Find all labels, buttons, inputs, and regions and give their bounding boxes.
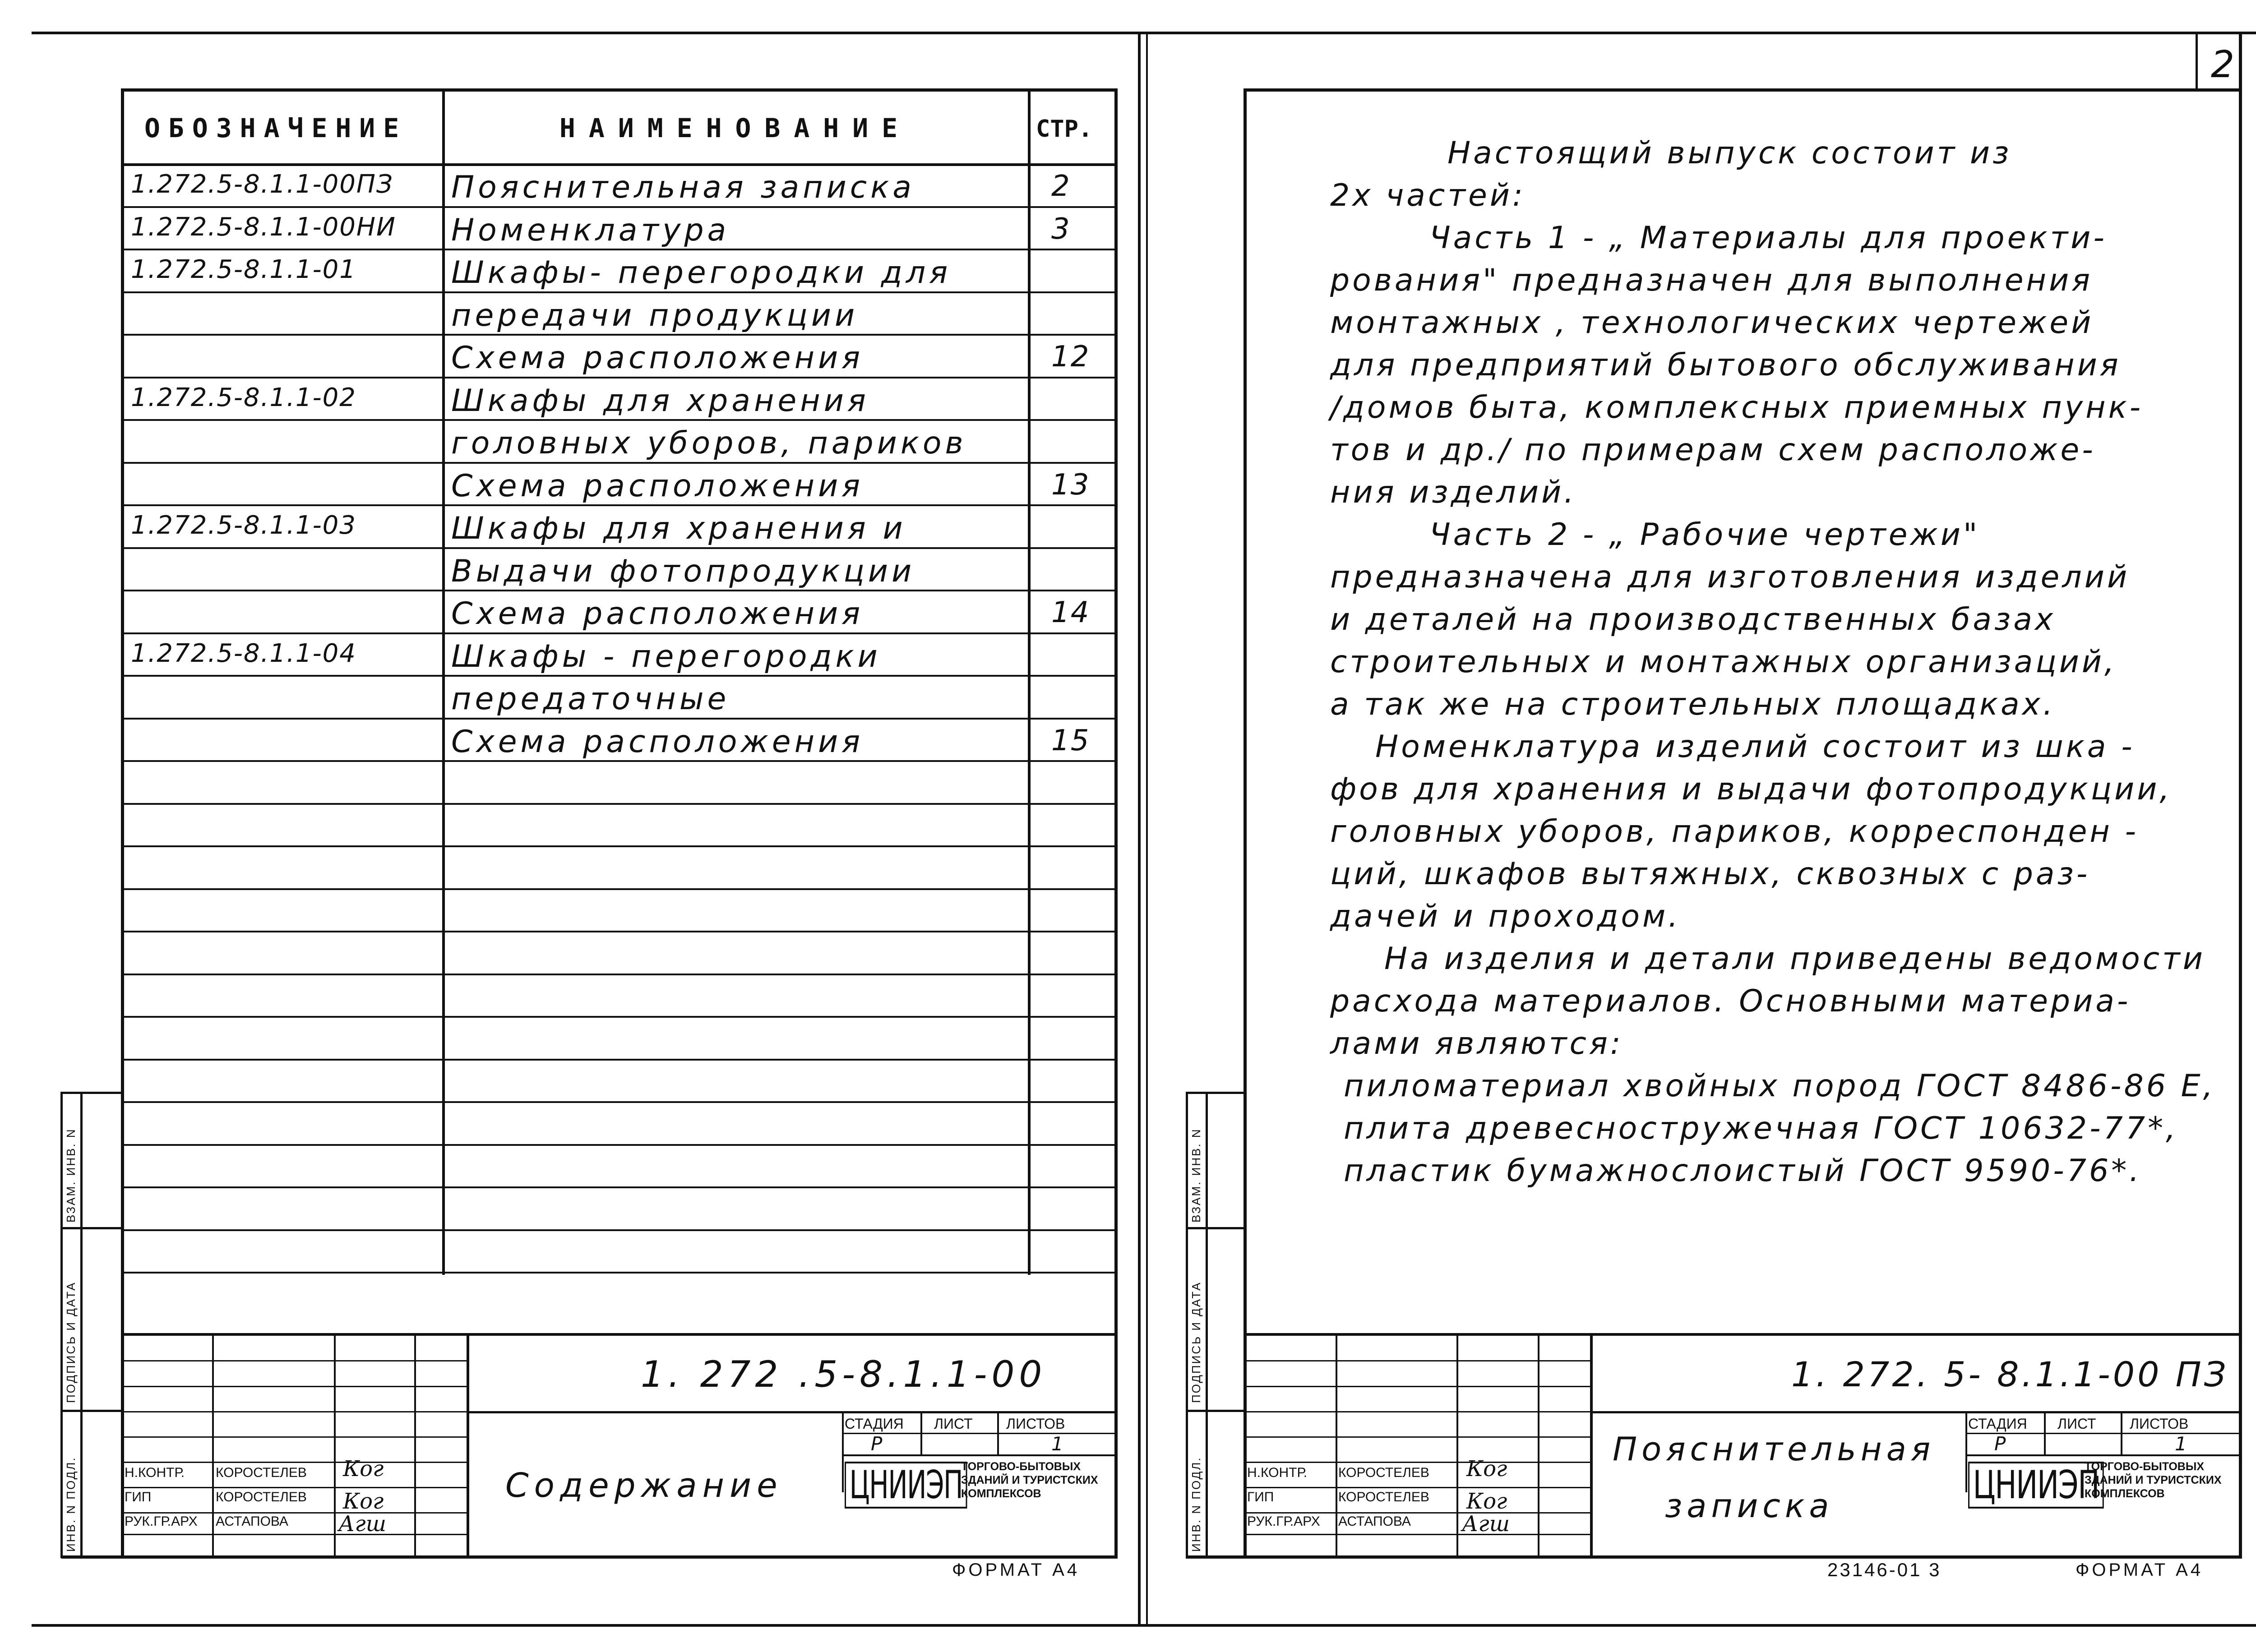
tb-grid <box>1336 1333 1337 1559</box>
tb-sheets-label: ЛИСТОВ <box>2130 1416 2189 1432</box>
stamp-sep-2 <box>60 1410 123 1412</box>
left-frame-left <box>121 88 124 1558</box>
stamp-label-inv: ИНВ. N ПОДЛ. <box>1189 1456 1203 1552</box>
row-code: 1.272.5-8.1.1-00ПЗ <box>131 170 393 199</box>
note-line: пиломатериал хвойных пород ГОСТ 8486-86 Е, <box>1344 1068 2216 1104</box>
tb-sheet-label: ЛИСТ <box>2057 1416 2096 1432</box>
tb-title-line1: Пояснительная <box>1613 1430 1935 1468</box>
left-frame-bottom <box>61 1555 1118 1559</box>
row-name: Пояснительная записка <box>451 170 915 205</box>
stamp-label-sign: ПОДПИСЬ И ДАТА <box>1189 1281 1203 1403</box>
row-line <box>122 590 1117 591</box>
row-page: 15 <box>1051 724 1090 757</box>
note-line: и деталей на производственных базах <box>1330 602 2056 637</box>
row-line <box>122 632 1117 634</box>
row-line <box>122 845 1117 847</box>
signature-3: Агш <box>338 1511 387 1537</box>
row-line <box>122 1016 1117 1018</box>
row-line <box>122 974 1117 975</box>
row-line <box>122 1272 1117 1274</box>
stamp-label-replace: ВЗАМ. ИНВ. N <box>64 1128 78 1223</box>
format-label: ФОРМАТ А4 <box>952 1560 1080 1580</box>
approval-name: КОРОСТЕЛЕВ <box>1338 1465 1429 1480</box>
left-col-line-2 <box>1028 88 1031 1275</box>
approval-name: КОРОСТЕЛЕВ <box>1338 1490 1429 1504</box>
signature-3: Агш <box>1462 1511 1510 1537</box>
right-frame-right <box>2239 34 2242 1558</box>
note-line: для предприятий бытового обслуживания <box>1330 347 2121 383</box>
note-line: фов для хранения и выдачи фотопродукции, <box>1330 771 2173 807</box>
header-page: СТР. <box>1036 115 1093 143</box>
row-line <box>122 377 1117 378</box>
row-line <box>122 462 1117 464</box>
approval-role: РУК.ГР.АРХ <box>125 1514 198 1529</box>
row-name: Схема расположения <box>451 340 864 376</box>
header-designation: ОБОЗНАЧЕНИЕ <box>144 113 407 143</box>
row-name: Схема расположения <box>451 468 864 504</box>
stamp-right-edge <box>1206 1092 1208 1558</box>
note-line: монтажных , технологических чертежей <box>1330 305 2094 341</box>
note-line: рования" предназначен для выполнения <box>1330 263 2093 298</box>
tb-sheets-value: 1 <box>1051 1433 1065 1455</box>
row-line <box>122 931 1117 932</box>
note-line: плита древесностружечная ГОСТ 10632-77*, <box>1344 1111 2178 1146</box>
row-line <box>122 760 1117 762</box>
row-code: 1.272.5-8.1.1-02 <box>131 383 356 412</box>
signature-1: Ког <box>343 1456 384 1481</box>
row-line <box>122 1144 1117 1146</box>
row-name: Шкафы- перегородки для <box>451 255 952 291</box>
note-line: Настоящий выпуск состоит из <box>1447 135 2012 171</box>
tb-sheet-label: ЛИСТ <box>934 1416 973 1432</box>
note-line: Номенклатура изделий состоит из шка - <box>1375 729 2135 765</box>
tb-stage-vline <box>1965 1411 1967 1492</box>
row-line <box>122 504 1117 506</box>
tb-doc-code: 1. 272. 5- 8.1.1-00 ПЗ <box>1791 1354 2229 1394</box>
approval-role: ГИП <box>125 1490 152 1504</box>
tb-grid <box>334 1333 336 1559</box>
row-line <box>122 675 1117 677</box>
row-page: 12 <box>1051 340 1090 374</box>
row-line <box>122 1186 1117 1188</box>
tb-stage-value: Р <box>871 1433 884 1455</box>
signature-2: Ког <box>1466 1489 1507 1514</box>
row-line <box>122 718 1117 720</box>
row-page: 2 <box>1051 170 1071 203</box>
row-line <box>122 547 1117 549</box>
header-name: НАИМЕНОВАНИЕ <box>559 113 911 143</box>
signature-1: Ког <box>1466 1456 1507 1481</box>
stamp-right-edge <box>80 1092 83 1558</box>
center-divider <box>1138 32 1141 1627</box>
tb-title-line2: записка <box>1665 1487 1834 1525</box>
stamp-left-edge <box>1186 1092 1188 1558</box>
tb-doc-code: 1. 272 .5-8.1.1-00 <box>641 1353 1047 1395</box>
row-code: 1.272.5-8.1.1-03 <box>131 511 356 540</box>
row-line <box>122 1229 1117 1231</box>
stamp-top <box>1186 1092 1246 1094</box>
approval-name: КОРОСТЕЛЕВ <box>216 1490 307 1504</box>
note-line: ций, шкафов вытяжных, сквозных с раз- <box>1330 856 2090 892</box>
stamp-label-sign: ПОДПИСЬ И ДАТА <box>64 1281 78 1403</box>
row-name: Схема расположения <box>451 596 864 632</box>
left-frame-right <box>1114 88 1118 1558</box>
note-line: /домов быта, комплексных приемных пунк- <box>1330 390 2144 425</box>
stamp-label-inv: ИНВ. N ПОДЛ. <box>64 1456 78 1552</box>
approval-role: Н.КОНТР. <box>125 1465 185 1480</box>
note-line: тов и др./ по примерам схем расположе- <box>1330 432 2096 468</box>
archive-number: 23146-01 3 <box>1827 1559 1942 1580</box>
row-name: Шкафы для хранения и <box>451 511 906 546</box>
bottom-rule <box>32 1624 2256 1627</box>
row-line <box>122 1101 1117 1103</box>
row-name: Выдачи фотопродукции <box>451 554 915 589</box>
tb-grid <box>414 1333 416 1559</box>
approval-name: АСТАПОВА <box>1338 1514 1411 1529</box>
top-rule <box>32 32 2256 34</box>
org-logo: ЦНИИЭП <box>1968 1462 2104 1509</box>
tb-stage-label: СТАДИЯ <box>1968 1416 2027 1432</box>
row-name: передаточные <box>451 681 730 717</box>
right-frame-bottom <box>1186 1555 2242 1559</box>
tb-vsep <box>1590 1333 1593 1559</box>
row-line <box>122 291 1117 293</box>
tb-stage-vline <box>842 1411 844 1492</box>
note-line: лами являются: <box>1330 1026 1623 1061</box>
stamp-label-replace: ВЗАМ. ИНВ. N <box>1189 1128 1203 1223</box>
tb-stage-value: Р <box>1994 1433 2008 1455</box>
approval-role: ГИП <box>1247 1490 1274 1504</box>
tb-vsep <box>467 1333 469 1559</box>
tb-sheets-label: ЛИСТОВ <box>1006 1416 1065 1432</box>
signature-2: Ког <box>343 1489 384 1514</box>
approval-name: АСТАПОВА <box>216 1514 288 1529</box>
row-code: 1.272.5-8.1.1-04 <box>131 639 356 668</box>
tb-grid <box>212 1333 214 1559</box>
tb-grid <box>1456 1333 1458 1559</box>
note-line: дачей и проходом. <box>1330 899 1681 934</box>
row-line <box>122 803 1117 805</box>
stamp-sep-2 <box>1186 1410 1246 1412</box>
note-line: Часть 2 - „ Рабочие чертежи" <box>1429 517 1980 553</box>
left-col-line-1 <box>442 88 445 1275</box>
right-divider <box>1146 32 1148 1627</box>
note-line: расхода материалов. Основными материа- <box>1330 983 2131 1019</box>
format-label: ФОРМАТ А4 <box>2076 1560 2204 1580</box>
row-name: головных уборов, париков <box>451 425 967 461</box>
approval-role: Н.КОНТР. <box>1247 1465 1308 1480</box>
note-line: Часть 1 - „ Материалы для проекти- <box>1429 220 2107 256</box>
right-frame-left <box>1244 88 1247 1558</box>
note-line: строительных и монтажных организаций, <box>1330 644 2117 680</box>
tb-top <box>122 1333 1117 1336</box>
approval-role: РУК.ГР.АРХ <box>1247 1514 1320 1529</box>
row-line <box>122 206 1117 208</box>
row-page: 3 <box>1051 212 1071 246</box>
tb-sheets-value: 1 <box>2175 1433 2189 1455</box>
tb-stage-label: СТАДИЯ <box>845 1416 904 1432</box>
page-number: 2 <box>2211 43 2237 86</box>
left-frame-top <box>122 88 1117 92</box>
tb-mid <box>467 1411 1117 1413</box>
note-line: а так же на строительных площадках. <box>1330 687 2056 722</box>
page-num-box-left <box>2196 34 2198 90</box>
row-name: Шкафы для хранения <box>451 383 869 419</box>
note-line: ния изделий. <box>1330 475 1576 510</box>
header-bottom-line <box>122 163 1117 166</box>
note-line: 2х частей: <box>1330 178 1526 213</box>
stamp-top <box>60 1092 123 1094</box>
tb-top <box>1244 1333 2242 1336</box>
row-line <box>122 1059 1117 1061</box>
row-line <box>122 888 1117 890</box>
org-name: ТОРГОВО-БЫТОВЫХ ЗДАНИЙ И ТУРИСТСКИХ КОМПЛЕКСОВ <box>2085 1460 2222 1500</box>
row-page: 13 <box>1051 468 1090 502</box>
row-code: 1.272.5-8.1.1-00НИ <box>131 212 396 242</box>
stamp-left-edge <box>60 1092 63 1558</box>
note-line: На изделия и детали приведены ведомости <box>1384 941 2205 977</box>
right-frame-top <box>1244 88 2242 92</box>
note-line: головных уборов, париков, корреспонден - <box>1330 814 2139 849</box>
org-logo: ЦНИИЭП <box>845 1462 967 1509</box>
note-line: предназначена для изготовления изделий <box>1330 559 2130 595</box>
row-line <box>122 419 1117 421</box>
row-page: 14 <box>1051 596 1090 629</box>
stamp-sep-1 <box>60 1227 123 1229</box>
row-code: 1.272.5-8.1.1-01 <box>131 255 356 284</box>
org-name: ТОРГОВО-БЫТОВЫХ ЗДАНИЙ И ТУРИСТСКИХ КОМПЛЕКСОВ <box>961 1460 1098 1500</box>
row-line <box>122 334 1117 336</box>
stamp-sep-1 <box>1186 1227 1246 1229</box>
row-name: передачи продукции <box>451 298 859 333</box>
row-name: Номенклатура <box>451 212 730 248</box>
row-name: Шкафы - перегородки <box>451 639 881 674</box>
tb-grid <box>1538 1333 1539 1559</box>
row-name: Схема расположения <box>451 724 864 760</box>
note-line: пластик бумажнослоистый ГОСТ 9590-76*. <box>1344 1153 2142 1189</box>
tb-title: Содержание <box>505 1466 783 1505</box>
approval-name: КОРОСТЕЛЕВ <box>216 1465 307 1480</box>
row-line <box>122 249 1117 250</box>
tb-mid <box>1590 1411 2242 1413</box>
